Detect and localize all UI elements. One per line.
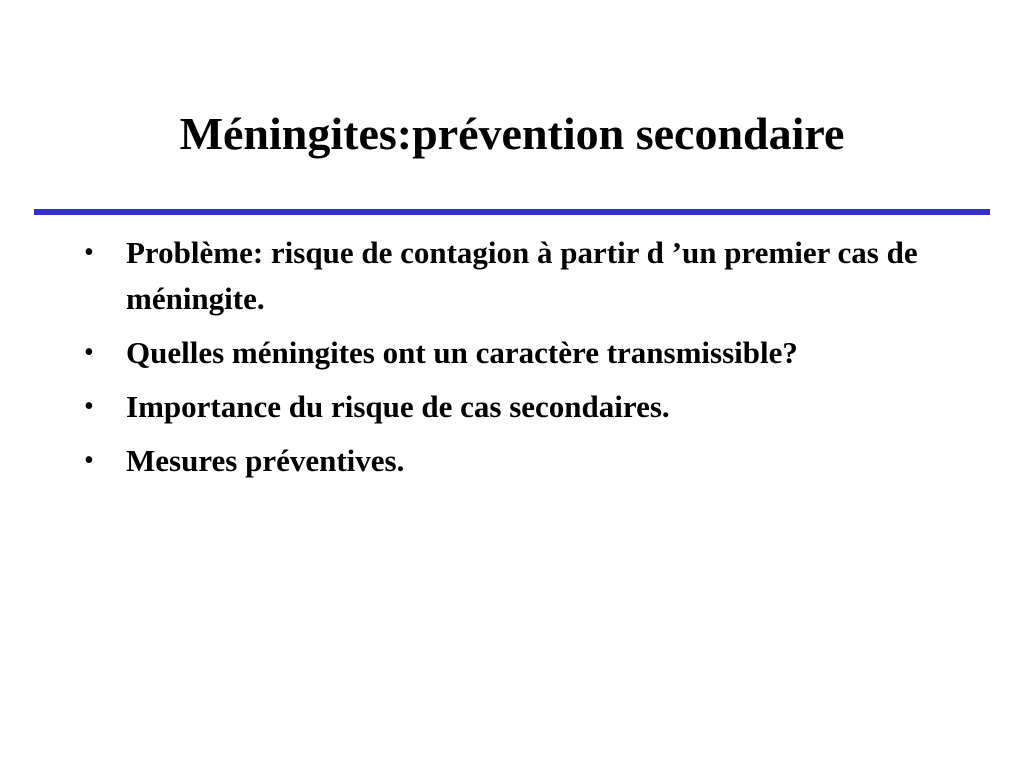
bullet-text: Problème: risque de contagion à partir d ’un premier cas de méningite.: [126, 235, 918, 316]
bullet-text: Quelles méningites ont un caractère transmissible?: [126, 335, 798, 370]
bullet-icon: •: [84, 391, 94, 422]
bullet-item: [84, 434, 944, 484]
bullet-list: [84, 226, 944, 484]
bullet-text: Mesures préventives.: [126, 443, 405, 478]
title-divider: [34, 209, 990, 215]
bullet-item: [84, 226, 944, 322]
bullet-icon: •: [84, 445, 94, 476]
bullet-item: [84, 380, 944, 430]
slide-title: Méningites:prévention secondaire: [179, 108, 845, 159]
bullet-icon: •: [84, 337, 94, 368]
bullet-item: [84, 326, 944, 376]
bullet-icon: •: [84, 237, 94, 268]
bullet-text: Importance du risque de cas secondaires.: [126, 389, 670, 424]
